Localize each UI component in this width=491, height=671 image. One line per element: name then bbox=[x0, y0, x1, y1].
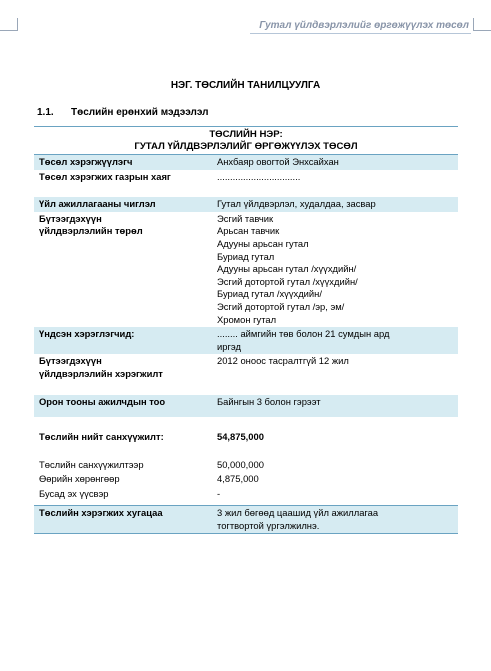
section-number: 1.1. bbox=[37, 107, 54, 118]
products-label-line2: үйлдвэрлэлийн төрөл bbox=[39, 225, 143, 237]
project-summary-table bbox=[34, 126, 458, 534]
list-item: Арьсан тавчик bbox=[217, 225, 280, 237]
section-title: Төслийн ерөнхий мэдээлэл bbox=[71, 107, 209, 118]
table-row-other bbox=[34, 487, 458, 502]
table-row-implementer bbox=[34, 155, 458, 170]
experience-label-line2: үйлдвэрлэлийн хэрэгжилт bbox=[39, 367, 163, 379]
crop-mark-top-right bbox=[473, 30, 491, 31]
other-label: Бусад эх үүсвэр bbox=[39, 487, 109, 499]
duration-value bbox=[212, 505, 458, 533]
own-value: 4,875,000 bbox=[217, 473, 259, 485]
section-heading bbox=[37, 107, 208, 118]
own-label: Өөрийн хөрөнгөөр bbox=[39, 473, 120, 485]
financing-label: Төслийн санхүүжилтээр bbox=[39, 458, 144, 470]
land-value: ................................ bbox=[217, 170, 301, 182]
activity-value: Гутал үйлдвэрлэл, худалдаа, засвар bbox=[212, 197, 458, 212]
list-item: Буриад гутал bbox=[217, 250, 275, 262]
table-row-products bbox=[34, 212, 458, 327]
products-list bbox=[212, 212, 458, 327]
table-heading-row bbox=[34, 127, 458, 155]
crop-mark-top-right-vertical bbox=[473, 18, 474, 30]
list-item: Адууны арьсан гутал bbox=[217, 237, 309, 249]
list-item: Хромон гутал bbox=[217, 313, 277, 325]
chapter-title: НЭГ. ТӨСЛИЙН ТАНИЛЦУУЛГА bbox=[170, 80, 321, 91]
crop-mark-top-left bbox=[0, 30, 18, 31]
investment-value: 54,875,000 bbox=[217, 431, 264, 443]
table-row-customers bbox=[34, 327, 458, 354]
table-row-experience bbox=[34, 354, 458, 381]
other-value: - bbox=[217, 487, 221, 499]
running-header: Гутал үйлдвэрлэлийг өргөжүүлэх төсөл bbox=[259, 20, 469, 31]
financing-value: 50,000,000 bbox=[217, 458, 264, 470]
customers-value-line2: иргэд bbox=[217, 340, 241, 352]
table-row-land bbox=[34, 170, 458, 185]
table-spacer bbox=[34, 184, 458, 197]
customers-value-line1: ........ аймгийн төв болон 21 сумдын ард bbox=[217, 328, 390, 340]
table-row-activity bbox=[34, 197, 458, 212]
customers-value bbox=[212, 327, 458, 354]
table-row-investment bbox=[34, 430, 458, 445]
duration-label: Төслийн хэрэгжих хугацаа bbox=[34, 505, 212, 533]
experience-value: 2012 оноос тасралтгүй 12 жил bbox=[217, 355, 349, 367]
crop-mark-top-left-vertical bbox=[17, 18, 18, 30]
workers-value: Байнгын 3 болон гэрээт bbox=[212, 395, 458, 410]
land-label: Төсөл хэрэгжих газрын хаяг bbox=[39, 170, 171, 182]
implementer-value: Анхбаяр овогтой Энхсайхан bbox=[212, 155, 458, 170]
table-heading-line1: ТӨСЛИЙН НЭР: bbox=[209, 129, 283, 140]
activity-label: Үйл ажиллагааны чиглэл bbox=[34, 197, 212, 212]
table-spacer bbox=[34, 445, 458, 458]
table-heading-cell bbox=[34, 127, 458, 155]
implementer-label: Төсөл хэрэгжүүлэгч bbox=[34, 155, 212, 170]
table-heading-line2: ГУТАЛ ҮЙЛДВЭРЛЭЛИЙГ ӨРГӨЖҮҮЛЭХ ТӨСӨЛ bbox=[134, 141, 358, 152]
header-rule bbox=[250, 33, 471, 34]
table-row-duration bbox=[34, 505, 458, 533]
list-item: Буриад гутал /хүүхдийн/ bbox=[217, 288, 322, 300]
investment-label: Төслийн нийт санхүүжилт: bbox=[39, 431, 164, 443]
experience-label bbox=[34, 354, 212, 381]
table-row-financing bbox=[34, 458, 458, 473]
table-spacer bbox=[34, 382, 458, 395]
products-label bbox=[34, 212, 212, 327]
table-row-workers bbox=[34, 395, 458, 410]
table-spacer bbox=[34, 417, 458, 430]
duration-value-line2: тогтвортой үргэлжилнэ. bbox=[217, 519, 320, 531]
workers-label: Орон тооны ажилчдын тоо bbox=[34, 395, 212, 410]
duration-value-line1: 3 жил бөгөөд цаашид үйл ажиллагаа bbox=[217, 506, 379, 518]
list-item: Адууны арьсан гутал /хүүхдийн/ bbox=[217, 263, 357, 275]
table-spacer bbox=[34, 409, 458, 417]
customers-label: Үндсэн хэрэглэгчид: bbox=[34, 327, 212, 354]
products-label-line1: Бүтээгдэхүүн bbox=[39, 212, 102, 224]
list-item: Эсгий дотортой гутал /эр, эм/ bbox=[217, 300, 345, 312]
list-item: Эсгий дотортой гутал /хүүхдийн/ bbox=[217, 275, 358, 287]
list-item: Эсгий тавчик bbox=[217, 212, 274, 224]
experience-label-line1: Бүтээгдэхүүн bbox=[39, 355, 102, 367]
table-row-own bbox=[34, 472, 458, 487]
